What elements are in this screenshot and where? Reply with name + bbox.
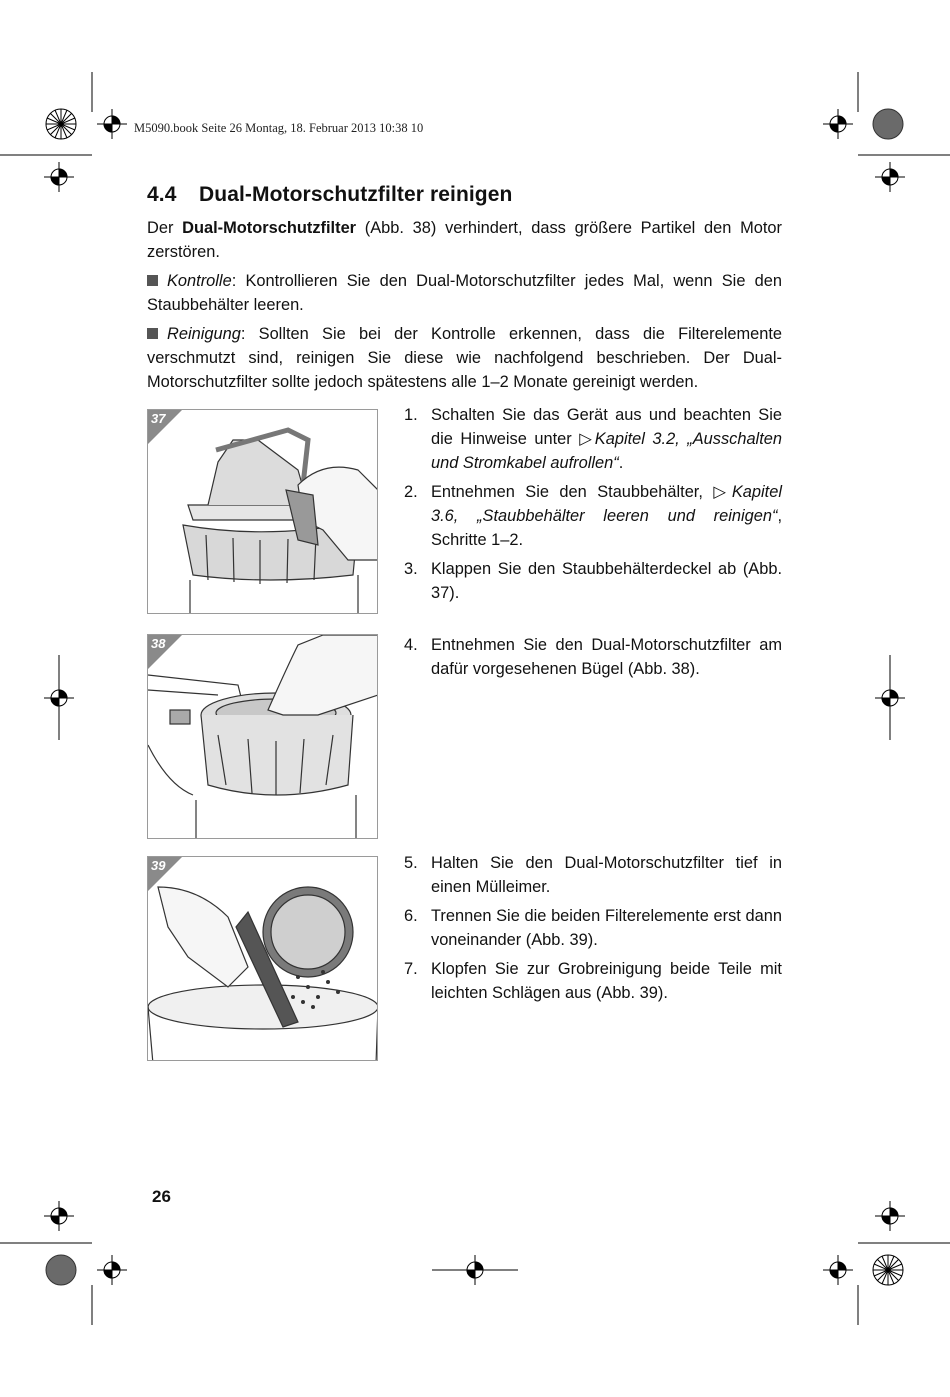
step-1: 1. Schalten Sie das Gerät aus und beachten Sie die Hinweise unter ▷Kapitel 3.2, „Ausschalten und Stromkabel aufrollen“. bbox=[404, 406, 782, 472]
reinigung-paragraph: Reinigung: Sollten Sie bei der Kontrolle erkennen, dass die Filterelemente verschmutzt sind, reinigen Sie diese wie nachfolgend beschrieben. Der Dual-Motorschutzfilter sollte jedoch spätestens alle 1–2 Monate gereinigt werden. bbox=[147, 325, 782, 391]
step-5: 5. Halten Sie den Dual-Motorschutzfilter tief in einen Mülleimer. bbox=[404, 854, 782, 896]
step-7: 7. Klopfen Sie zur Grobreinigung beide Teile mit leichten Schlägen aus (Abb. 39). bbox=[404, 960, 782, 1002]
square-bullet-icon bbox=[147, 275, 158, 286]
figure-38 bbox=[147, 634, 378, 839]
registration-wheel-icon bbox=[46, 109, 76, 139]
step-2-reference: ▷Kapitel 3.6, „Staubbehälter leeren und reinigen“ bbox=[431, 483, 782, 525]
registration-target-icon bbox=[97, 109, 127, 139]
section-number: 4.4 bbox=[147, 183, 177, 206]
intro-paragraph: Der Dual-Motorschutzfilter (Abb. 38) verhindert, dass größere Partikel den Motor zerstören. bbox=[147, 219, 783, 261]
square-bullet-icon bbox=[147, 328, 158, 339]
steps-group-2 bbox=[404, 633, 782, 686]
kontrolle-label: Kontrolle bbox=[167, 272, 232, 290]
intro-bold-term: Dual-Motorschutzfilter bbox=[182, 219, 357, 237]
intro-block bbox=[147, 216, 782, 399]
figure-label: 39 bbox=[151, 858, 166, 873]
figure-label: 38 bbox=[151, 636, 166, 651]
steps-group-1 bbox=[404, 403, 782, 610]
reinigung-label: Reinigung bbox=[167, 325, 241, 343]
figure-37 bbox=[147, 409, 378, 614]
figure-39 bbox=[147, 856, 378, 1061]
step-6: 6. Trennen Sie die beiden Filterelemente erst dann voneinander (Abb. 39). bbox=[404, 907, 782, 949]
figure-37-illustration bbox=[148, 410, 378, 614]
section-title bbox=[147, 183, 512, 207]
print-header: M5090.book Seite 26 Montag, 18. Februar 2013 10:38 10 bbox=[134, 121, 424, 135]
step-1-reference: ▷Kapitel 3.2, „Ausschalten und Stromkabel aufrollen“ bbox=[431, 430, 782, 472]
steps-group-3 bbox=[404, 851, 782, 1010]
step-4: 4. Entnehmen Sie den Dual-Motorschutzfilter am dafür vorgesehenen Bügel (Abb. 38). bbox=[404, 636, 782, 678]
figure-38-illustration bbox=[148, 635, 378, 839]
step-2: 2. Entnehmen Sie den Staubbehälter, ▷Kapitel 3.6, „Staubbehälter leeren und reinigen“, Schritte 1–2. bbox=[404, 483, 782, 549]
page-number: 26 bbox=[152, 1187, 171, 1206]
kontrolle-paragraph: Kontrolle: Kontrollieren Sie den Dual-Motorschutzfilter jedes Mal, wenn Sie den Staubbehälter leeren. bbox=[147, 272, 782, 314]
figure-label: 37 bbox=[151, 411, 166, 426]
step-3: 3. Klappen Sie den Staubbehälterdeckel ab (Abb. 37). bbox=[404, 560, 782, 602]
section-title-text: Dual-Motorschutzfilter reinigen bbox=[199, 183, 513, 206]
figure-39-illustration bbox=[148, 857, 378, 1061]
